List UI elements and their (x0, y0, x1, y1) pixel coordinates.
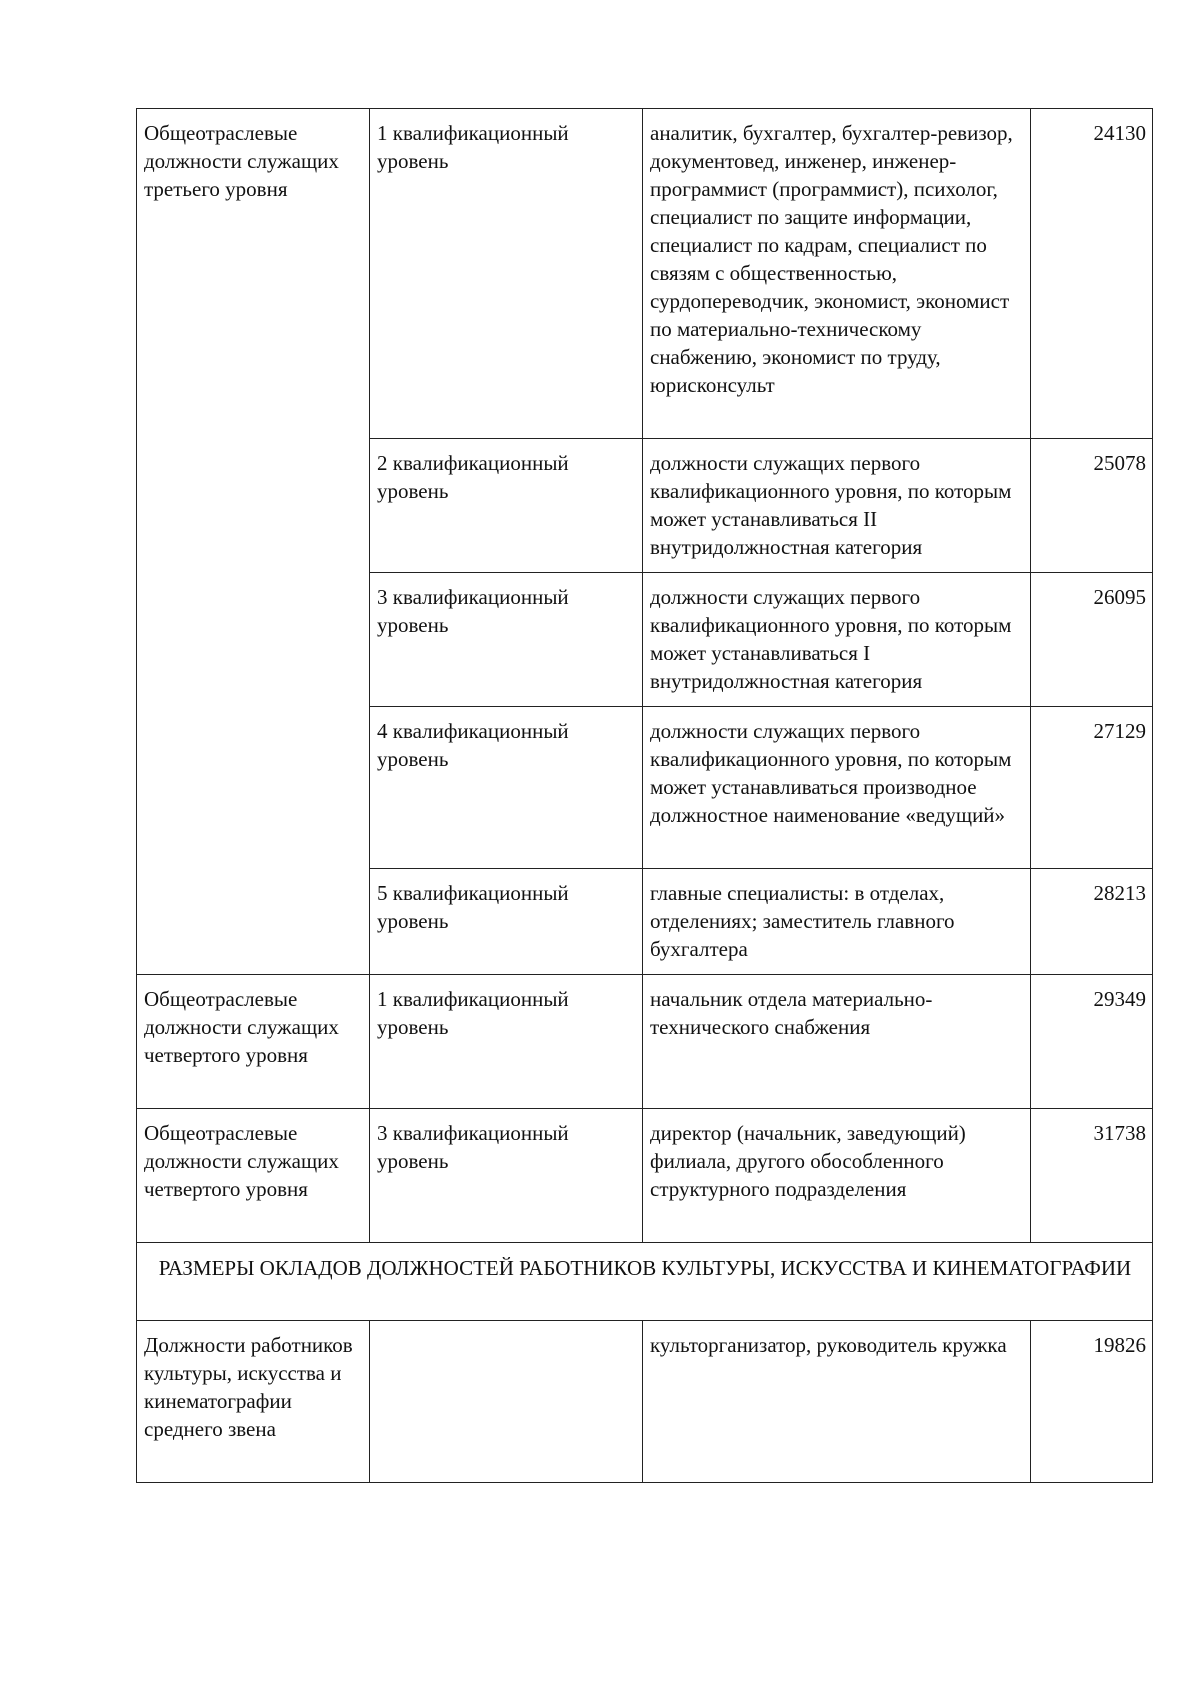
salary-cell: 29349 (1031, 975, 1153, 1109)
group-name-cell: Общеотраслевые должности служащих третьего уровня (137, 109, 370, 975)
salary-table (136, 108, 1153, 1483)
table-row (137, 1321, 1153, 1483)
qualification-level-cell: 5 квалификационный уровень (370, 869, 643, 975)
qualification-level-cell: 2 квалификационный уровень (370, 439, 643, 573)
qualification-level-cell (370, 1321, 643, 1483)
section-heading: РАЗМЕРЫ ОКЛАДОВ ДОЛЖНОСТЕЙ РАБОТНИКОВ КУЛЬТУРЫ, ИСКУССТВА И КИНЕМАТОГРАФИИ (137, 1243, 1153, 1321)
salary-cell: 31738 (1031, 1109, 1153, 1243)
positions-cell: должности служащих первого квалификационного уровня, по которым может устанавливаться производное должностное наименование «ведущий» (643, 707, 1031, 869)
salary-cell: 28213 (1031, 869, 1153, 975)
positions-cell: аналитик, бухгалтер, бухгалтер-ревизор, документовед, инженер, инженер-программист (программист), психолог, специалист по защите информации, специалист по кадрам, специалист по связям с общественностью, сурдопереводчик, экономист, экономист по материально-техническому снабжению, экономист по труду, юрисконсульт (643, 109, 1031, 439)
group-name-cell: Должности работников культуры, искусства и кинематографии среднего звена (137, 1321, 370, 1483)
qualification-level-cell: 1 квалификационный уровень (370, 975, 643, 1109)
section-heading-row (137, 1243, 1153, 1321)
positions-cell: начальник отдела материально-технического снабжения (643, 975, 1031, 1109)
table-row (137, 975, 1153, 1109)
positions-cell: должности служащих первого квалификационного уровня, по которым может устанавливаться II внутридолжностная категория (643, 439, 1031, 573)
positions-cell: должности служащих первого квалификационного уровня, по которым может устанавливаться I внутридолжностная категория (643, 573, 1031, 707)
table-row (137, 1109, 1153, 1243)
salary-cell: 25078 (1031, 439, 1153, 573)
table-row (137, 109, 1153, 439)
qualification-level-cell: 1 квалификационный уровень (370, 109, 643, 439)
positions-cell: культорганизатор, руководитель кружка (643, 1321, 1031, 1483)
salary-cell: 27129 (1031, 707, 1153, 869)
qualification-level-cell: 3 квалификационный уровень (370, 573, 643, 707)
salary-cell: 26095 (1031, 573, 1153, 707)
group-name-cell: Общеотраслевые должности служащих четвертого уровня (137, 1109, 370, 1243)
positions-cell: главные специалисты: в отделах, отделениях; заместитель главного бухгалтера (643, 869, 1031, 975)
qualification-level-cell: 3 квалификационный уровень (370, 1109, 643, 1243)
salary-cell: 19826 (1031, 1321, 1153, 1483)
group-name-cell: Общеотраслевые должности служащих четвертого уровня (137, 975, 370, 1109)
qualification-level-cell: 4 квалификационный уровень (370, 707, 643, 869)
salary-cell: 24130 (1031, 109, 1153, 439)
positions-cell: директор (начальник, заведующий) филиала, другого обособленного структурного подразделения (643, 1109, 1031, 1243)
